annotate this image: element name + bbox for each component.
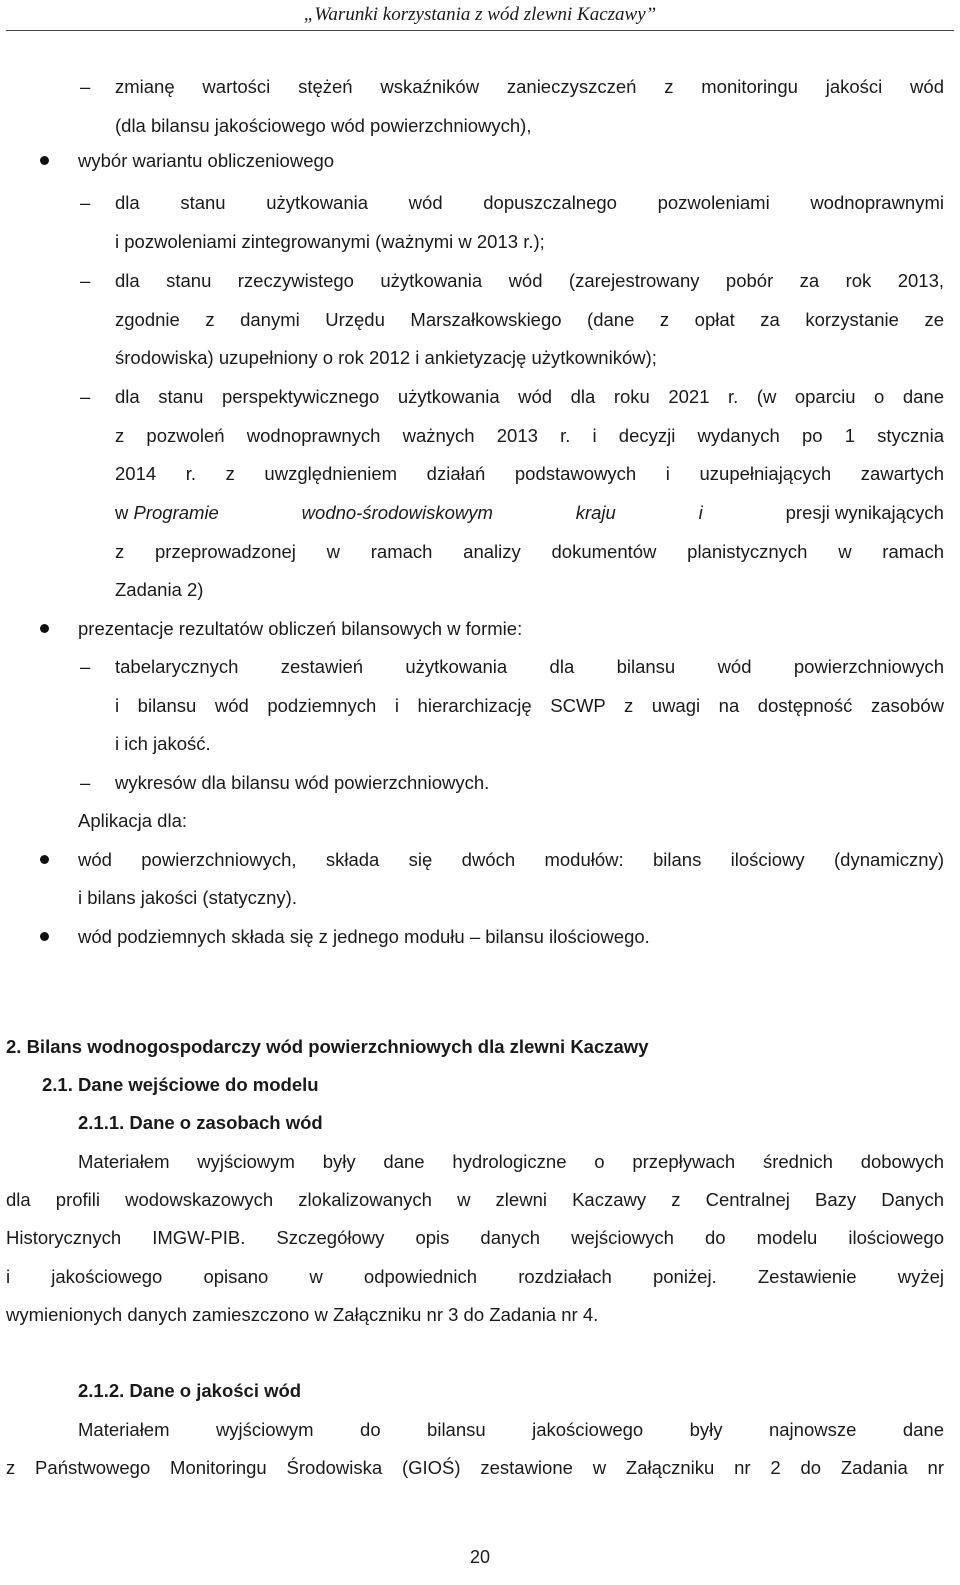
dash-marker: – — [80, 656, 91, 677]
list-item-line: dla stanu użytkowania wód dopuszczalnego pozwoleniami wodnoprawnymi — [115, 192, 944, 213]
list-item-line: i ich jakość. — [115, 733, 211, 754]
page-number: 20 — [469, 1547, 491, 1567]
list-item-line: tabelarycznych zestawień użytkowania dla bilansu wód powierzchniowych — [115, 656, 944, 677]
list-item-line: dla stanu rzeczywistego użytkowania wód (zarejestrowany pobór za rok 2013, — [115, 270, 944, 291]
list-item-line: 2014 r. z uwzględnieniem działań podstawowych i uzupełniających zawartych — [115, 463, 944, 484]
dash-marker: – — [80, 270, 91, 291]
list-item-line: wykresów dla bilansu wód powierzchniowych. — [115, 772, 490, 793]
paragraph-line: dla profili wodowskazowych zlokalizowanych w zlewni Kaczawy z Centralnej Bazy Danych — [6, 1189, 944, 1210]
header-rule — [6, 30, 954, 31]
list-item-line: z przeprowadzonej w ramach analizy dokumentów planistycznych w ramach — [115, 541, 944, 562]
section-heading: 2. Bilans wodnogospodarczy wód powierzchniowych dla zlewni Kaczawy — [6, 1036, 649, 1057]
list-item-line — [115, 500, 944, 526]
text-run: presji wynikających — [785, 502, 944, 523]
list-item-line: prezentacje rezultatów obliczeń bilansowych w formie: — [78, 618, 523, 639]
paragraph-line: Historycznych IMGW-PIB. Szczegółowy opis danych wejściowych do modelu ilościowego — [6, 1227, 944, 1248]
italic-text: i — [698, 502, 703, 523]
paragraph-line: z Państwowego Monitoringu Środowiska (GIOŚ) zestawione w Załączniku nr 2 do Zadania nr — [6, 1457, 944, 1478]
list-item-line: i bilans jakości (statyczny). — [78, 887, 297, 908]
text-run: w Programie — [115, 502, 219, 523]
bullet-icon — [40, 932, 49, 941]
dash-marker: – — [80, 192, 91, 213]
list-item-line: i bilansu wód podziemnych i hierarchizację SCWP z uwagi na dostępność zasobów — [115, 695, 944, 716]
list-item-line: środowiska) uzupełniony o rok 2012 i ankietyzację użytkowników); — [115, 347, 657, 368]
list-item-line: (dla bilansu jakościowego wód powierzchniowych), — [115, 115, 532, 136]
italic-text: kraju — [575, 502, 616, 523]
italic-text: Programie — [133, 502, 219, 523]
list-item-line: z pozwoleń wodnoprawnych ważnych 2013 r. i decyzji wydanych po 1 stycznia — [115, 425, 944, 446]
list-item-line: i pozwoleniami zintegrowanymi (ważnymi w 2013 r.); — [115, 231, 545, 252]
paragraph-line: Materiałem wyjściowym do bilansu jakościowego były najnowsze dane — [78, 1419, 944, 1440]
paragraph-line: i jakościowego opisano w odpowiednich rozdziałach poniżej. Zestawienie wyżej — [6, 1266, 944, 1287]
list-item-line: Zadania 2) — [115, 579, 204, 600]
bullet-icon — [40, 855, 49, 864]
list-item-line: zgodnie z danymi Urzędu Marszałkowskiego (dane z opłat za korzystanie ze — [115, 309, 944, 330]
section-heading: 2.1.2. Dane o jakości wód — [78, 1380, 302, 1401]
section-heading: 2.1.1. Dane o zasobach wód — [78, 1112, 323, 1133]
list-item-line: zmianę wartości stężeń wskaźników zanieczyszczeń z monitoringu jakości wód — [115, 76, 944, 97]
list-item-line: dla stanu perspektywicznego użytkowania wód dla roku 2021 r. (w oparciu o dane — [115, 386, 944, 407]
bullet-icon — [40, 156, 49, 165]
page-header: „Warunki korzystania z wód zlewni Kaczawy” — [303, 4, 657, 25]
paragraph-line: wymienionych danych zamieszczono w Załączniku nr 3 do Zadania nr 4. — [6, 1304, 599, 1325]
list-item-line: wód powierzchniowych, składa się dwóch modułów: bilans ilościowy (dynamiczny) — [78, 849, 944, 870]
italic-text: wodno-środowiskowym — [301, 502, 493, 523]
dash-marker: – — [80, 76, 91, 97]
dash-marker: – — [80, 386, 91, 407]
dash-marker: – — [80, 772, 91, 793]
list-item-line: wybór wariantu obliczeniowego — [78, 150, 335, 171]
paragraph-line: Aplikacja dla: — [78, 810, 188, 831]
bullet-icon — [40, 624, 49, 633]
list-item-line: wód podziemnych składa się z jednego modułu – bilansu ilościowego. — [78, 926, 650, 947]
paragraph-line: Materiałem wyjściowym były dane hydrologiczne o przepływach średnich dobowych — [78, 1151, 944, 1172]
section-heading: 2.1. Dane wejściowe do modelu — [42, 1074, 319, 1095]
